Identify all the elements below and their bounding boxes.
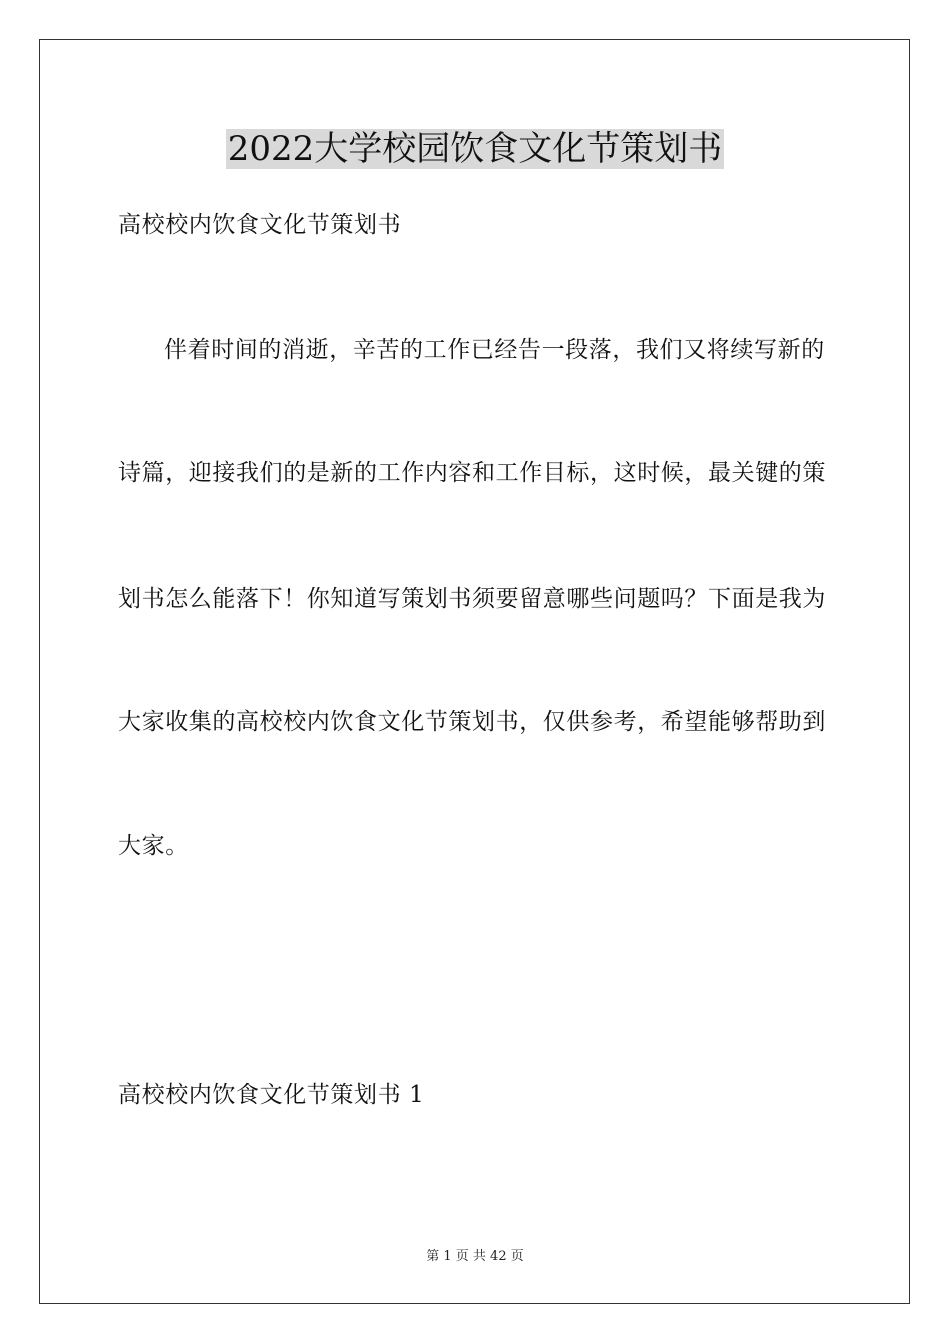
intro-paragraph-line: 大家。 [118, 833, 189, 859]
document-title [0, 127, 950, 171]
document-subtitle: 高校校内饮食文化节策划书 [118, 212, 402, 238]
section-heading: 高校校内饮食文化节策划书 1 [118, 1082, 425, 1108]
page-number-footer: 第 1 页 共 42 页 [426, 1249, 524, 1264]
intro-paragraph-line: 划书怎么能落下！你知道写策划书须要留意哪些问题吗？下面是我为 [118, 586, 826, 612]
intro-paragraph-line: 诗篇，迎接我们的是新的工作内容和工作目标，这时候，最关键的策 [118, 460, 826, 486]
intro-paragraph-line: 伴着时间的消逝，辛苦的工作已经告一段落，我们又将续写新的 [164, 337, 825, 363]
intro-paragraph-line: 大家收集的高校校内饮食文化节策划书，仅供参考，希望能够帮助到 [118, 709, 826, 735]
document-title-text: 2022大学校园饮食文化节策划书 [227, 129, 723, 169]
